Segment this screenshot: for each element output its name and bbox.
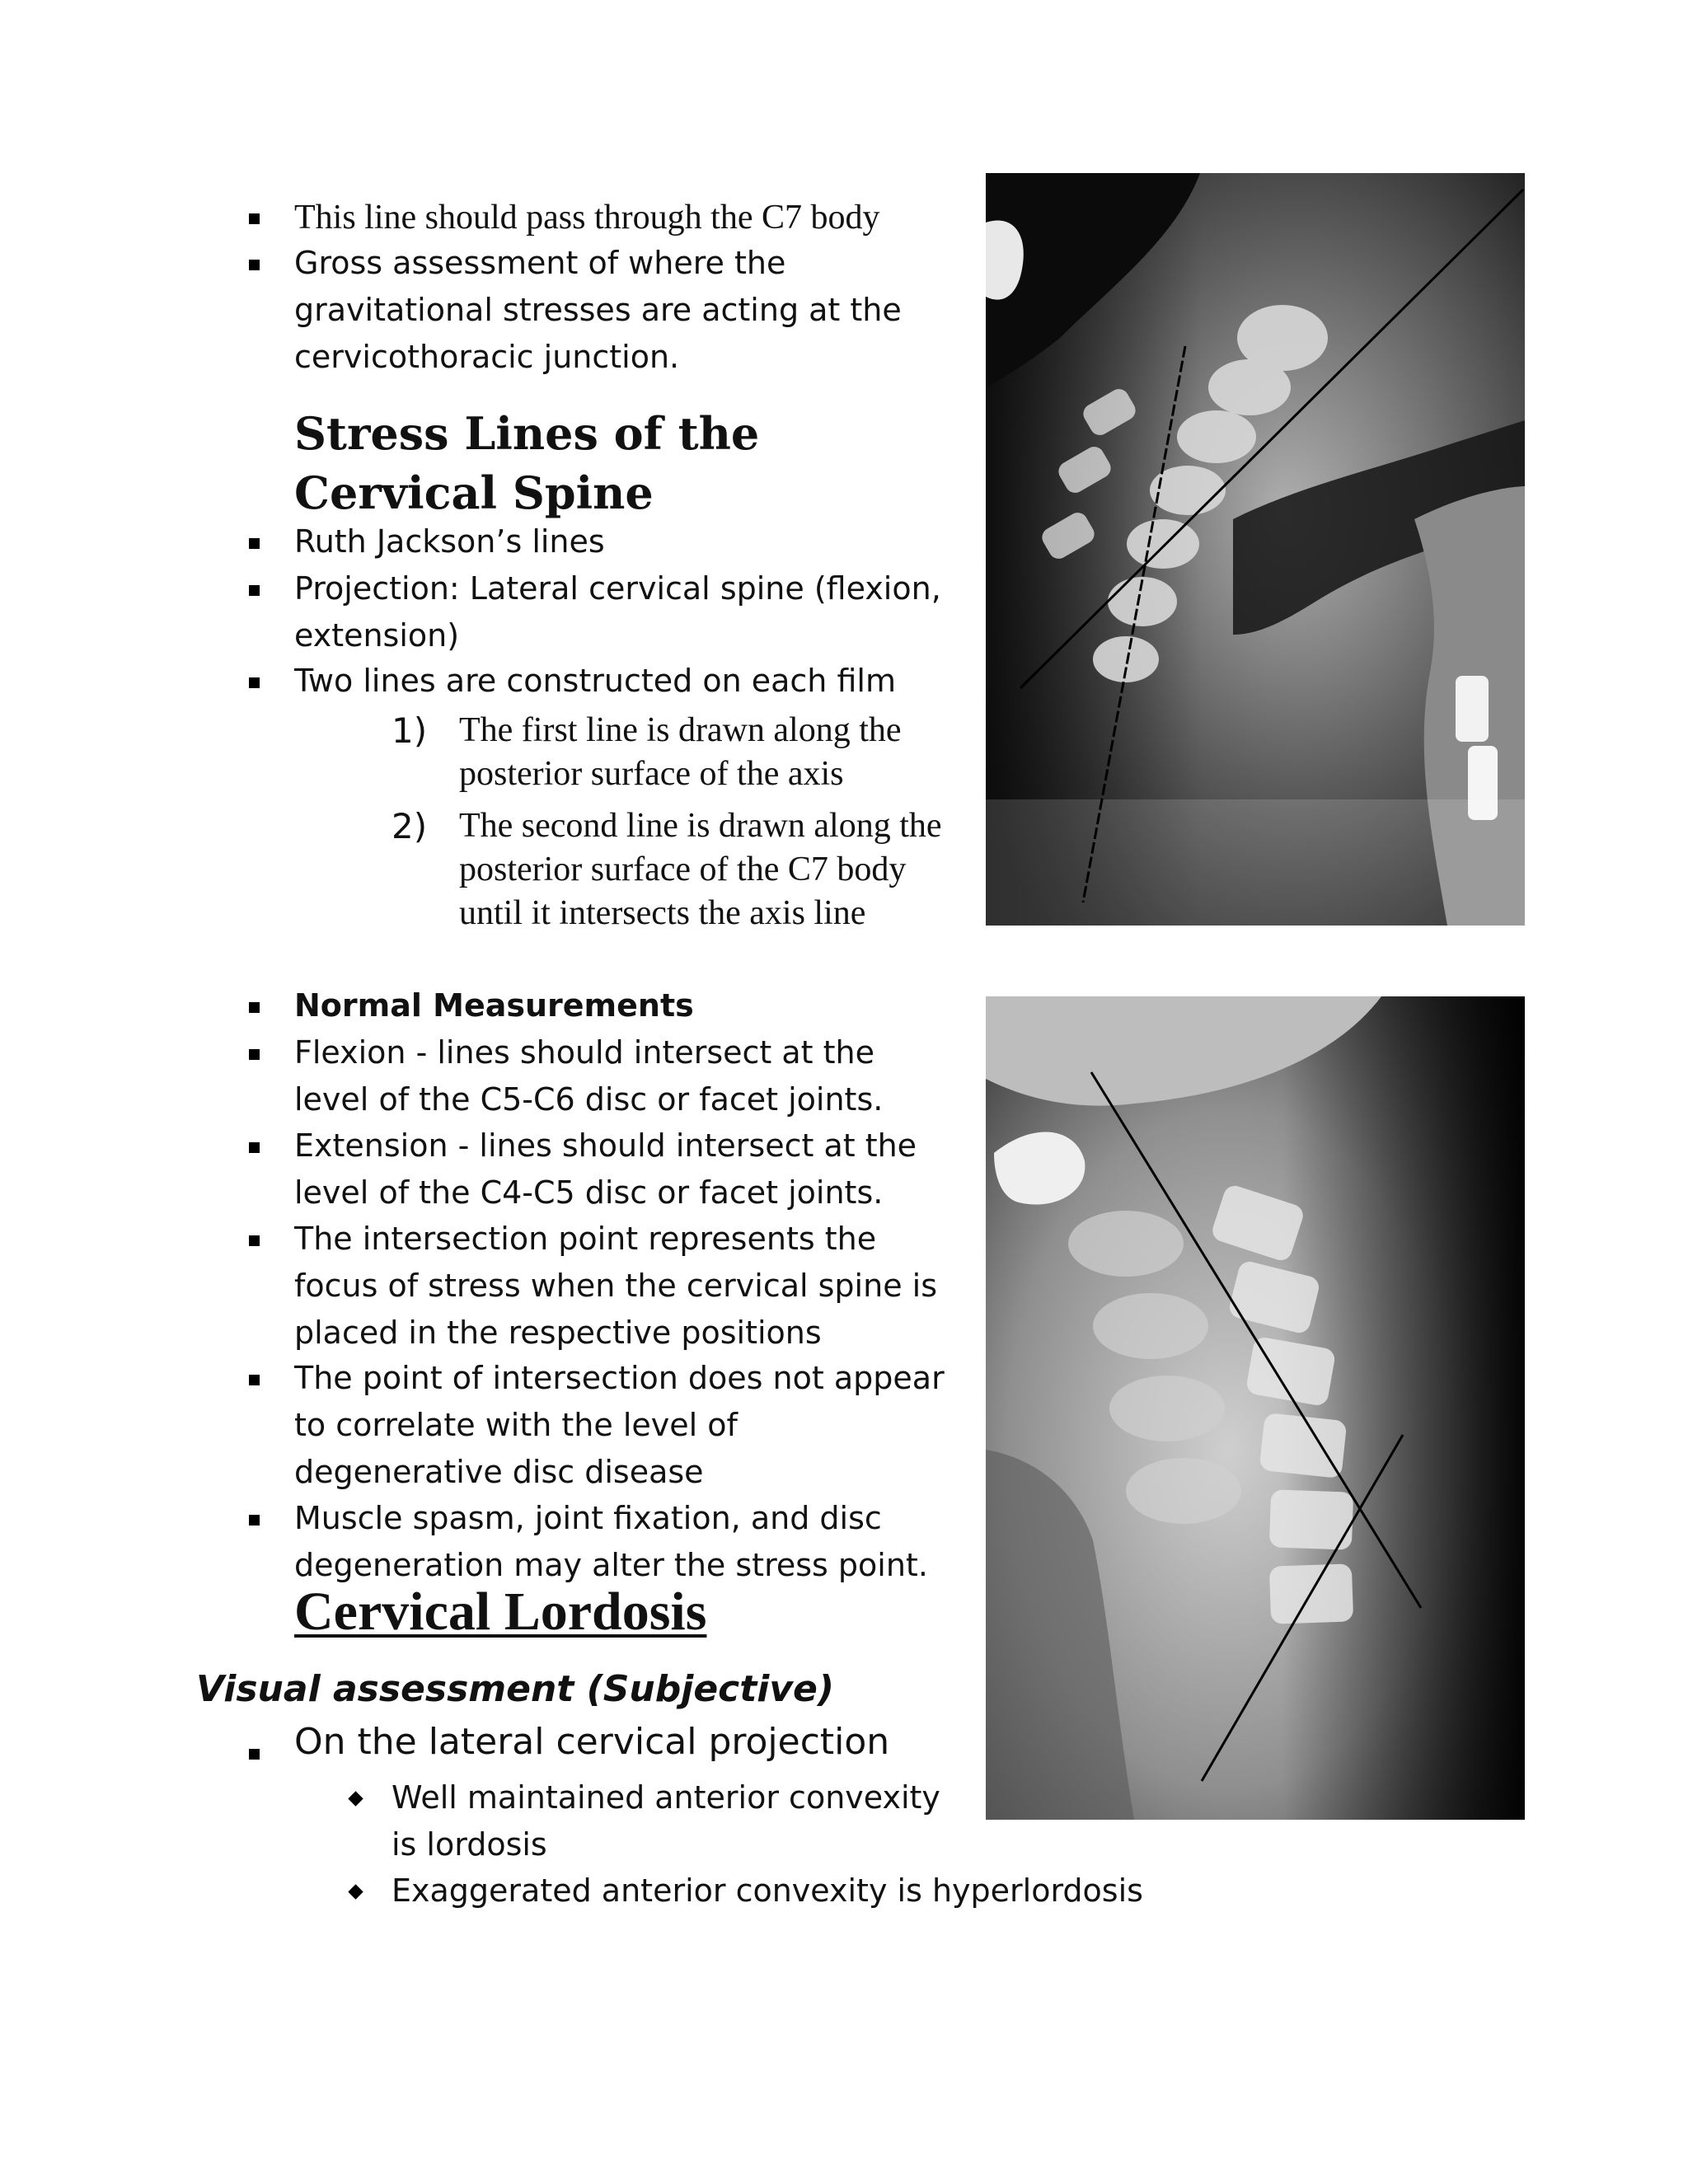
bullet-diamond [348,1791,363,1806]
bullet-text: Two lines are constructed on each film [294,663,896,699]
bullet-text: The intersection point represents the focus of stress when the cervical spine is placed in the respective positions [294,1221,938,1351]
bullet-text: On the lateral cervical projection [294,1721,890,1763]
list-number: 1) [392,710,428,751]
bullet-text: Muscle spasm, joint fixation, and disc degeneration may alter the stress point. [294,1500,928,1583]
bullet-square [249,1515,260,1526]
bullet-square [249,677,260,688]
bullet-text-bold: Normal Measurements [294,987,694,1024]
xray-lateral-cervical-1 [986,173,1525,926]
bullet-text: Ruth Jackson’s lines [294,523,605,560]
section-heading: Stress Lines of the Cervical Spine [294,407,760,519]
bullet-square [249,1002,260,1013]
list-number: 2) [392,806,428,846]
bullet-text: Extension - lines should intersect at the level of the C4-C5 disc or facet joints. [294,1127,917,1211]
sub-bullet-text: Well maintained anterior convexity is lordosis [392,1779,940,1863]
bullet-diamond [348,1884,363,1899]
numbered-text: The first line is drawn along the posterior surface of the axis [459,711,902,793]
bullet-text: Flexion - lines should intersect at the level of the C5-C6 disc or facet joints. [294,1034,884,1118]
bullet-square [249,538,260,549]
sub-heading: Visual assessment (Subjective) [196,1668,834,1710]
bullet-square [249,1375,260,1385]
bullet-text: This line should pass through the C7 body [294,199,880,237]
numbered-text: The second line is drawn along the posterior surface of the C7 body until it intersects the axis line [459,807,942,932]
xray-lateral-cervical-2 [986,996,1525,1820]
bullet-square [249,1049,260,1060]
bullet-text: Gross assessment of where the gravitational stresses are acting at the cervicothoracic junction. [294,245,902,375]
sub-bullet-text: Exaggerated anterior convexity is hyperlordosis [392,1872,1143,1909]
bullet-text: The point of intersection does not appear to correlate with the level of degenerative disc disease [294,1360,945,1490]
bullet-square [249,1235,260,1246]
section-heading: Cervical Lordosis [294,1582,707,1642]
bullet-square [249,1142,260,1153]
bullet-square [249,260,260,270]
bullet-text: Projection: Lateral cervical spine (flexion, extension) [294,570,941,654]
bullet-square [249,585,260,596]
bullet-square [249,1749,260,1760]
bullet-square [249,213,260,224]
